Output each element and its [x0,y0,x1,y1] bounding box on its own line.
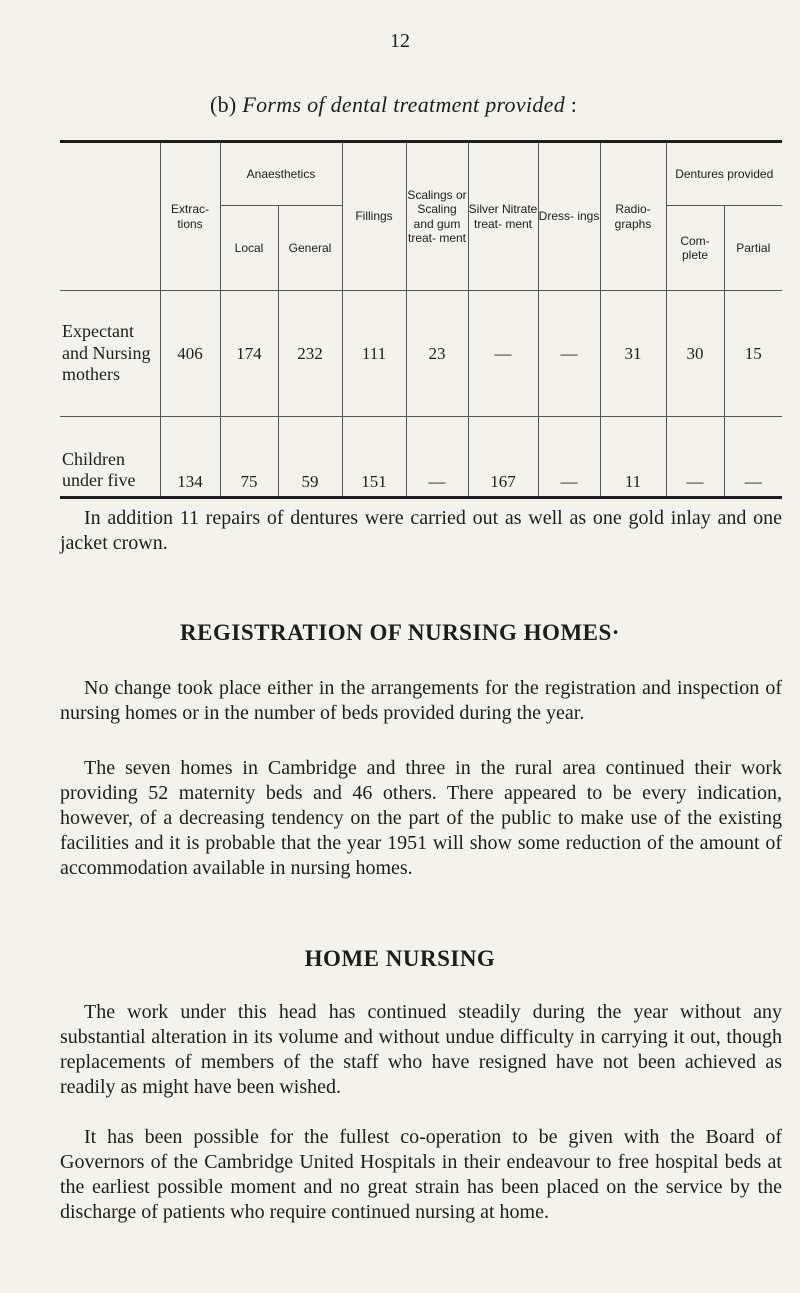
header-scalings: Scalings or Scaling and gum treat- ment [406,142,468,291]
header-partial: Partial [724,206,782,291]
table-cell: — [538,417,600,498]
row-label: Children under five [60,417,160,498]
table-cell: 31 [600,291,666,417]
caption-title: Forms of dental treatment provided [242,92,565,117]
registration-paragraph-1: No change took place either in the arrangements for the registration and inspection of nursing homes or in the number of beds provided during the year. [60,677,782,724]
header-complete: Com- plete [666,206,724,291]
caption-suffix: : [565,92,578,117]
table-cell: 23 [406,291,468,417]
table-cell: 111 [342,291,406,417]
table-cell: 75 [220,417,278,498]
table-cell: 167 [468,417,538,498]
table-cell: 232 [278,291,342,417]
dental-treatment-table [60,140,782,499]
table-row [60,291,782,417]
header-general: General [278,206,342,291]
caption-prefix: (b) [210,92,243,117]
header-dressings: Dress- ings [538,142,600,291]
table-cell: — [724,417,782,498]
page-number: 12 [390,30,410,52]
table-cell: 151 [342,417,406,498]
header-local: Local [220,206,278,291]
header-radiographs: Radio- graphs [600,142,666,291]
table-cell: — [538,291,600,417]
section-caption [210,92,577,118]
table-cell: 406 [160,291,220,417]
table-cell: 11 [600,417,666,498]
row-label: Expectant and Nursing mothers [60,291,160,417]
home-nursing-paragraph-1: The work under this head has continued steadily during the year without any substantial alteration in its volume and without undue difficulty in carrying it out, though replacements of members of the staff who have resigned have not been achieved as readily as might have been wished. [60,1001,782,1098]
table-cell: 174 [220,291,278,417]
home-nursing-heading: HOME NURSING [304,946,496,971]
row-label-header [60,142,160,291]
header-extractions: Extrac- tions [160,142,220,291]
home-nursing-paragraph-2: It has been possible for the fullest co-operation to be given with the Board of Governors of the Cambridge United Hospitals in their endeavour to free hospital beds at the earliest possible moment and no great strain has been placed on the service by the discharge of patients who require continued nursing at home. [60,1126,782,1223]
header-dentures: Dentures provided [666,142,782,206]
registration-heading: REGISTRATION OF NURSING HOMES· [180,620,620,645]
header-fillings: Fillings [342,142,406,291]
table-cell: — [468,291,538,417]
table-cell: — [666,417,724,498]
table-cell: — [406,417,468,498]
table-row [60,417,782,498]
table-cell: 15 [724,291,782,417]
table-cell: 134 [160,417,220,498]
dentures-note: In addition 11 repairs of dentures were carried out as well as one gold inlay and one jacket crown. [60,507,782,554]
table-cell: 59 [278,417,342,498]
header-silver-nitrate: Silver Nitrate treat- ment [468,142,538,291]
header-anaesthetics: Anaesthetics [220,142,342,206]
registration-paragraph-2: The seven homes in Cambridge and three in the rural area continued their work providing 52 maternity beds and 46 others. There appeared to be every indication, however, of a decreasing tendency on the part of the public to make use of the existing facilities and it is probable that the year 1951 will show some reduction of the amount of accommodation available in nursing homes. [60,757,782,879]
table-cell: 30 [666,291,724,417]
